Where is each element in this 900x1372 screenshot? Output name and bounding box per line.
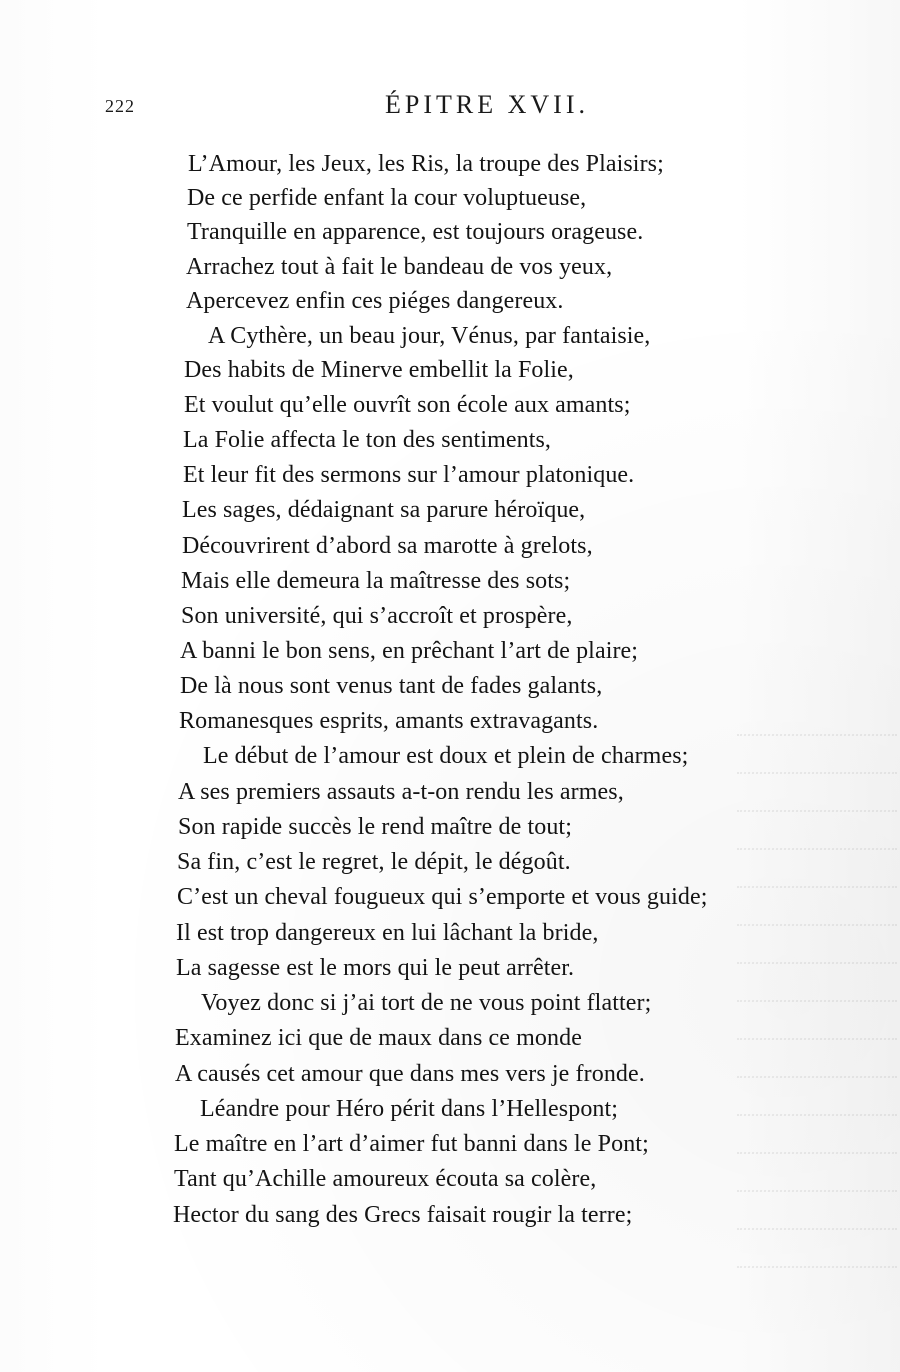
verse-line: Le début de l’amour est doux et plein de charmes; xyxy=(203,743,689,769)
verse-line: La sagesse est le mors qui le peut arrêter. xyxy=(176,955,575,981)
verse-line: De ce perfide enfant la cour voluptueuse, xyxy=(187,185,587,211)
verse-line: Et leur fit des sermons sur l’amour platonique. xyxy=(183,462,635,488)
verse-line: Le maître en l’art d’aimer fut banni dans le Pont; xyxy=(174,1131,649,1157)
verse-line: Examinez ici que de maux dans ce monde xyxy=(175,1025,582,1051)
verse-line: Romanesques esprits, amants extravagants. xyxy=(179,708,599,734)
verse-line: C’est un cheval fougueux qui s’emporte et vous guide; xyxy=(177,884,708,910)
verse-line: Et voulut qu’elle ouvrît son école aux amants; xyxy=(184,392,631,418)
verse-line: A banni le bon sens, en prêchant l’art de plaire; xyxy=(180,638,639,664)
page-number: 222 xyxy=(105,96,135,116)
verse-line: Mais elle demeura la maîtresse des sots; xyxy=(181,568,571,594)
verse-line: L’Amour, les Jeux, les Ris, la troupe des Plaisirs; xyxy=(188,151,664,177)
verse-line: Son université, qui s’accroît et prospère, xyxy=(181,603,573,629)
verse-line: De là nous sont venus tant de fades galants, xyxy=(180,673,603,699)
verse-line: La Folie affecta le ton des sentiments, xyxy=(183,427,552,453)
verse-line: Arrachez tout à fait le bandeau de vos yeux, xyxy=(186,254,613,280)
verse-line: Léandre pour Héro périt dans l’Hellespont; xyxy=(200,1096,619,1122)
verse-line: Voyez donc si j’ai tort de ne vous point flatter; xyxy=(201,990,652,1016)
verse-line: Son rapide succès le rend maître de tout; xyxy=(178,814,572,840)
verse-line: A ses premiers assauts a-t-on rendu les armes, xyxy=(178,779,624,805)
verse-line: Tranquille en apparence, est toujours orageuse. xyxy=(187,219,644,245)
verse-line: Découvrirent d’abord sa marotte à grelots, xyxy=(182,533,593,559)
verse-line: Il est trop dangereux en lui lâchant la bride, xyxy=(176,920,599,946)
verse-line: A Cythère, un beau jour, Vénus, par fantaisie, xyxy=(208,323,651,349)
running-title: ÉPITRE XVII. xyxy=(385,90,589,119)
verse-line: Hector du sang des Grecs faisait rougir la terre; xyxy=(173,1202,633,1228)
verse-line: Des habits de Minerve embellit la Folie, xyxy=(184,357,574,383)
verse-line: Tant qu’Achille amoureux écouta sa colère, xyxy=(174,1166,597,1192)
verse-line: Apercevez enfin ces piéges dangereux. xyxy=(186,288,564,314)
verse-line: A causés cet amour que dans mes vers je fronde. xyxy=(175,1061,645,1087)
verse-line: Les sages, dédaignant sa parure héroïque, xyxy=(182,497,586,523)
verse-line: Sa fin, c’est le regret, le dépit, le dégoût. xyxy=(177,849,571,875)
